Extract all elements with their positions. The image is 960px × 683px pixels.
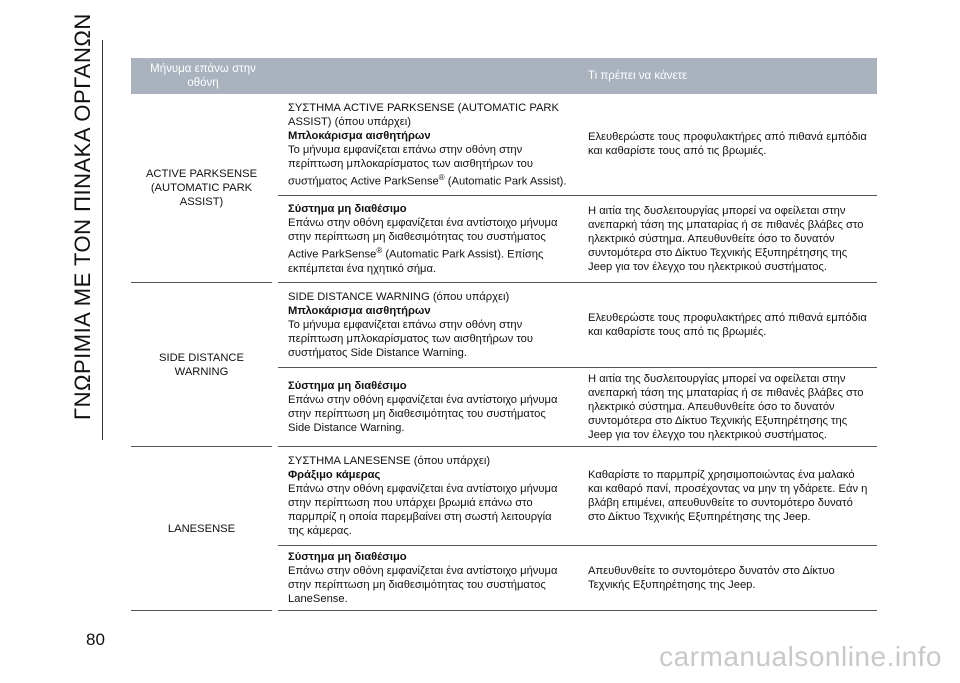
side-title: ΓΝΩΡΙΜΙΑ ΜΕ ΤΟΝ ΠΙΝΑΚΑ ΟΡΓΑΝΩΝ (70, 13, 95, 420)
message-text-tail: (Automatic Park Assist). (444, 175, 567, 188)
message-subtitle: Σύστημα μη διαθέσιμο (288, 551, 407, 563)
action-cell: Ελευθερώστε τους προφυλακτήρες από πιθανά εμπόδια και καθαρίστε τους από τις βρωμιές. (578, 94, 877, 195)
messages-table (131, 58, 877, 611)
message-subtitle: Μπλοκάρισμα αισθητήρων (288, 305, 431, 317)
table-header-row (131, 58, 877, 94)
message-cell (275, 283, 578, 368)
message-title: ΣΥΣΤΗΜΑ LANESENSE (όπου υπάρχει) (288, 455, 491, 467)
registered-mark: ® (438, 172, 445, 182)
action-cell: Καθαρίστε το παρμπρίζ χρησιμοποιώντας ένα μαλακό και καθαρό πανί, προσέχοντας να μην τη γδάρετε. Εάν η βλάβη επιμένει, απευθυνθείτε το συντομότερο δυνατό στο Δίκτυο Τεχνικής Εξυπηρέτησης της Jeep. (578, 447, 877, 546)
header-action: Τι πρέπει να κάνετε (578, 58, 877, 94)
message-text: Το μήνυμα εμφανίζεται επάνω στην οθόνη στην περίπτωση μπλοκαρίσματος των αισθητήρων του συστήματος Active ParkSense (288, 143, 533, 188)
message-cell (275, 195, 578, 282)
message-cell (275, 546, 578, 611)
message-title: SIDE DISTANCE WARNING (όπου υπάρχει) (288, 291, 510, 303)
action-cell: Η αιτία της δυσλειτουργίας μπορεί να οφείλεται στην ανεπαρκή τάση της μπαταρίας ή σε πιθανές βλάβες στο ηλεκτρικό σύστημα. Απευθυνθείτε όσο το δυνατόν συντομότερα στο Δίκτυο Τεχνικής Εξυπηρέτησης της Jeep για τον έλεγχο του ηλεκτρικού συστήματος. (578, 368, 877, 447)
message-subtitle: Σύστημα μη διαθέσιμο (288, 203, 407, 216)
message-subtitle: Σύστημα μη διαθέσιμο (288, 380, 407, 392)
message-cell (275, 94, 578, 195)
message-text: Το μήνυμα εμφανίζεται επάνω στην οθόνη στην περίπτωση μπλοκαρίσματος των αισθητήρων του συστήματος Side Distance Warning. (288, 319, 533, 359)
watermark: carmanualsonline.info (659, 641, 942, 672)
action-cell: Απευθυνθείτε το συντομότερο δυνατόν στο Δίκτυο Τεχνικής Εξυπηρέτησης της Jeep. (578, 546, 877, 611)
table-row (131, 447, 877, 546)
page-number: 80 (86, 630, 105, 649)
message-subtitle: Μπλοκάρισμα αισθητήρων (288, 129, 431, 142)
message-cell (275, 368, 578, 447)
table-row (131, 94, 877, 195)
message-title: ΣΥΣΤΗΜΑ ACTIVE PARKSENSE (AUTOMATIC PARK ASSIST) (όπου υπάρχει) (288, 101, 559, 128)
row-label: SIDE DISTANCE WARNING (131, 283, 275, 447)
side-rule (102, 40, 103, 440)
action-cell: Η αιτία της δυσλειτουργίας μπορεί να οφείλεται στην ανεπαρκή τάση της μπαταρίας ή σε πιθανές βλάβες στο ηλεκτρικό σύστημα. Απευθυνθείτε όσο το δυνατόν συντομότερα στο Δίκτυο Τεχνικής Εξυπηρέτησης της Jeep για τον έλεγχο του ηλεκτρικού συστήματος. (578, 195, 877, 282)
message-text: Επάνω στην οθόνη εμφανίζεται ένα αντίστοιχο μήνυμα στην περίπτωση μη διαθεσιμότητας του συστήματος Active ParkSense (288, 217, 558, 261)
message-text: Επάνω στην οθόνη εμφανίζεται ένα αντίστοιχο μήνυμα στην περίπτωση που υπάρχει βρωμιά επάνω στο παρμπρίζ η οποία παρεμβαίνει στη σωστή λειτουργία της κάμερας. (288, 483, 558, 537)
message-text: Επάνω στην οθόνη εμφανίζεται ένα αντίστοιχο μήνυμα στην περίπτωση μη διαθεσιμότητας του συστήματος LaneSense. (288, 565, 558, 605)
message-subtitle: Φράξιμο κάμερας (288, 469, 381, 481)
table-row (131, 283, 877, 368)
header-message: Μήνυμα επάνω στην οθόνη (131, 58, 275, 94)
row-label: ACTIVE PARKSENSE (AUTOMATIC PARK ASSIST) (131, 94, 275, 283)
action-cell: Ελευθερώστε τους προφυλακτήρες από πιθανά εμπόδια και καθαρίστε τους από τις βρωμιές. (578, 283, 877, 368)
row-label: LANESENSE (131, 447, 275, 611)
registered-mark: ® (376, 246, 383, 256)
message-cell (275, 447, 578, 546)
message-text: Επάνω στην οθόνη εμφανίζεται ένα αντίστοιχο μήνυμα στην περίπτωση μη διαθεσιμότητας του συστήματος Side Distance Warning. (288, 394, 558, 434)
header-blank (275, 58, 578, 94)
message-text-tail: (Automatic Park Assist). Επίσης εκπέμπεται ένα ηχητικό σήμα. (288, 248, 544, 275)
